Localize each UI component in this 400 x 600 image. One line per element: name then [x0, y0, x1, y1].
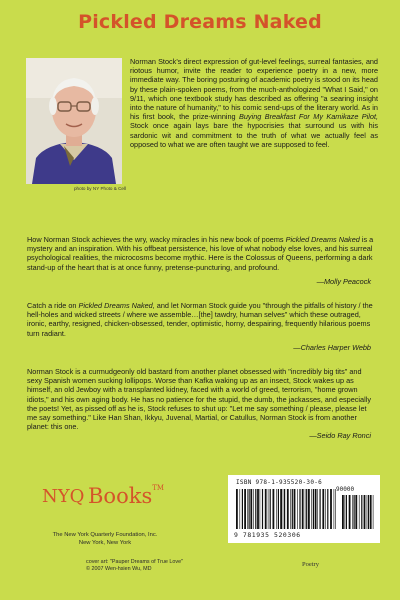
- review-book-title: Pickled Dreams Naked: [285, 235, 360, 244]
- review-seido-ray-ronci: [27, 367, 375, 441]
- barcode-box: [228, 475, 380, 543]
- publisher-city: New York, New York: [78, 540, 132, 546]
- review-attribution: —Molly Peacock: [316, 276, 371, 286]
- nyq-logo-icon: [40, 478, 88, 522]
- publisher-logo: [40, 478, 180, 522]
- cover-art-title: cover art: "Pauper Dreams of True Love": [86, 559, 184, 565]
- logo-text: Books: [88, 484, 153, 508]
- review-charles-harper-webb: [27, 301, 375, 352]
- review-molly-peacock: [27, 235, 375, 286]
- review-attribution: —Seido Ray Ronci: [309, 431, 371, 441]
- description-book-title: Buying Breakfast For My Kamikaze Pilot,: [239, 112, 378, 122]
- ean-barcode-bars: [236, 489, 336, 529]
- isbn-text: ISBN 978-1-935520-30-6: [236, 479, 323, 486]
- price-barcode-bars: [342, 495, 374, 529]
- description-text-cont: Stock once again lays bare the hypocrisies that surround us with his sardonic wit and commitment to the truth of what we actually feel as opposed to what we are often taught we are supposed to feel.: [130, 121, 378, 149]
- review-attribution: —Charles Harper Webb: [293, 342, 371, 352]
- book-category: Poetry: [302, 561, 319, 568]
- cover-art-copyright: © 2007 Wen-hsien Wu, MD: [86, 566, 152, 572]
- review-text-cont: is a mystery and an inspiration. With his offbeat persistence, his love of what nobody else loves, and his surreal psychological realities, the microcosms become mythic. Here is the Colossus of Queens, performing a dark stand-up of the heart that is at once funny, pretense-puncturing, and profound.: [27, 235, 374, 272]
- logo-mark: NYQ: [42, 486, 85, 507]
- review-text: How Norman Stock achieves the wry, wacky miracles in his new book of poems: [27, 235, 286, 244]
- logo-wordmark: [88, 484, 164, 508]
- publisher-name: The New York Quarterly Foundation, Inc.: [52, 532, 158, 538]
- ean-number: 9 781935 520306: [234, 531, 301, 539]
- book-description: [130, 57, 378, 149]
- book-title: Pickled Dreams Naked: [78, 11, 322, 33]
- review-text: Norman Stock is a curmudgeonly old bastard from another planet obsessed with "incredibly big tits" and sexy Spanish women sucking lollipops. Worse than Kafka waking up as an insect, Stock wakes up as himself, an old Jewboy with a transplanted kidney, faced with a world of greed, terrorism, "home grown idiots," and his own aging body. He has no patience for the stupid, the dumb, the jackasses, and especially the poets! Yet, as pissed off as he is, Stock refuses to shut up: "Let me say something / please, please let me say something." Like Han Shan, Ikkyu, Juvenal, Martial, or Catullus, Norman Stock is from another planet: this one.: [27, 367, 371, 432]
- description-text: Norman Stock's direct expression of gut-level feelings, surreal fantasies, and riotous humor, invite the reader to experience poetry in a new, more immediate way. The boring posturing of academic poetry is stood on its head by these plain-spoken poems, from the much-anthologized "What I Said," on 9/11, which one textbook study has described as offering "a searing insight into the nature of humanity," to his comic send-ups of the literary world. As in his first book, the prize-winning: [130, 57, 378, 122]
- review-text: Catch a ride on: [27, 301, 79, 310]
- author-portrait-image: [26, 58, 122, 184]
- cover-art-credit: [86, 559, 183, 573]
- photo-credit: photo by NY Photo & Cell: [73, 186, 126, 191]
- price-code: 90000: [336, 486, 355, 493]
- author-photo: [26, 58, 122, 184]
- trademark: TM: [152, 484, 165, 492]
- review-book-title: Pickled Dreams Naked,: [78, 301, 155, 310]
- publisher-info: [0, 531, 210, 547]
- review-text-cont: and let Norman Stock guide you "through the pitfalls of history / the hell-holes and wicked streets / where we assemble…[the] tawdry, human selves" which these outraged, ironic, earthy, resigned, chicken-obsessed, tender, optimistic, horny, despairing, frequently hilarious poems turn radiant.: [27, 301, 373, 338]
